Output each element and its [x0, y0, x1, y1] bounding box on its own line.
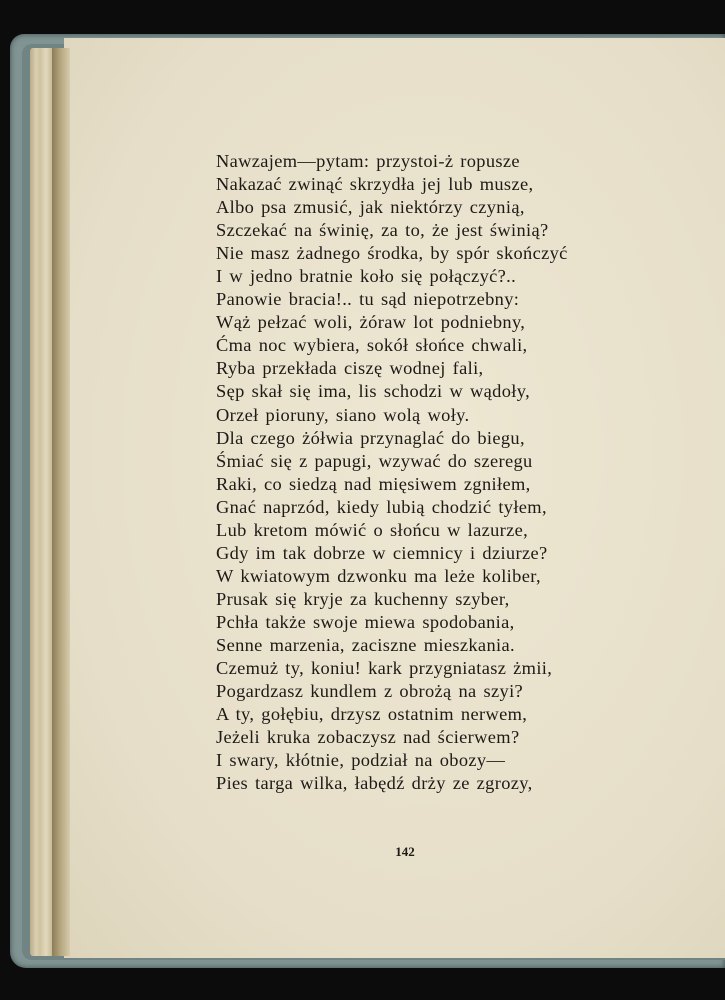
poem-line: Sęp skał się ima, lis schodzi w wądoły,: [216, 381, 531, 402]
poem-line: Prusak się kryje za kuchenny szyber,: [216, 588, 510, 609]
poem-line: Pchła także swoje miewa spodobania,: [216, 611, 515, 632]
poem-line: Gdy im tak dobrze w ciemnicy i dziurze?: [216, 542, 548, 563]
poem-line: Pogardzasz kundlem z obrożą na szyi?: [216, 681, 524, 702]
poem-line: Panowie bracia!.. tu sąd niepotrzebny:: [216, 289, 520, 310]
poem-line: Ryba przekłada ciszę wodnej fali,: [216, 358, 484, 379]
poem-line: Śmiać się z papugi, wzywać do szeregu: [216, 450, 533, 471]
poem-line: I w jedno bratnie koło się połączyć?..: [216, 266, 517, 287]
page-number: 142: [395, 844, 415, 859]
poem-line: Gnać naprzód, kiedy lubią chodzić tyłem,: [216, 496, 547, 517]
poem-line: Czemuż ty, koniu! kark przygniatasz żmii,: [216, 658, 553, 679]
poem-line: Ćma noc wybiera, sokół słońce chwali,: [216, 335, 528, 356]
poem-line: Lub kretom mówić o słońcu w lazurze,: [216, 519, 529, 540]
poem-line: Albo psa zmusić, jak niektórzy czynią,: [216, 197, 525, 218]
poem-line: Pies targa wilka, łabędź drży ze zgrozy,: [216, 773, 533, 794]
poem-line: Raki, co siedzą nad mięsiwem zgniłem,: [216, 473, 531, 494]
poem-line: Nawzajem—pytam: przystoi-ż ropusze: [216, 151, 520, 171]
poem-line: Nie masz żadnego środka, by spór skończyć: [216, 243, 568, 264]
poem-line: W kwiatowym dzwonku ma leże koliber,: [216, 565, 541, 586]
poem-line: Nakazać zwinąć skrzydła jej lub musze,: [216, 174, 534, 195]
poem-line: Orzeł pioruny, siano wolą woły.: [216, 404, 470, 425]
poem-line: Jeżeli kruka zobaczysz nad ścierwem?: [216, 727, 520, 748]
gutter-shadow: [52, 48, 70, 956]
poem-line: I swary, kłótnie, podział na obozy—: [216, 750, 506, 771]
poem-text: [216, 150, 636, 795]
poem-line: A ty, gołębiu, drzysz ostatnim nerwem,: [216, 704, 528, 725]
poem-line: Szczekać na świnię, za to, że jest świnią?: [216, 220, 549, 241]
poem-line: Wąż pełzać woli, żóraw lot podniebny,: [216, 312, 526, 333]
poem-line: Dla czego żółwia przynaglać do biegu,: [216, 427, 525, 448]
poem-line: Senne marzenia, zaciszne mieszkania.: [216, 634, 515, 655]
